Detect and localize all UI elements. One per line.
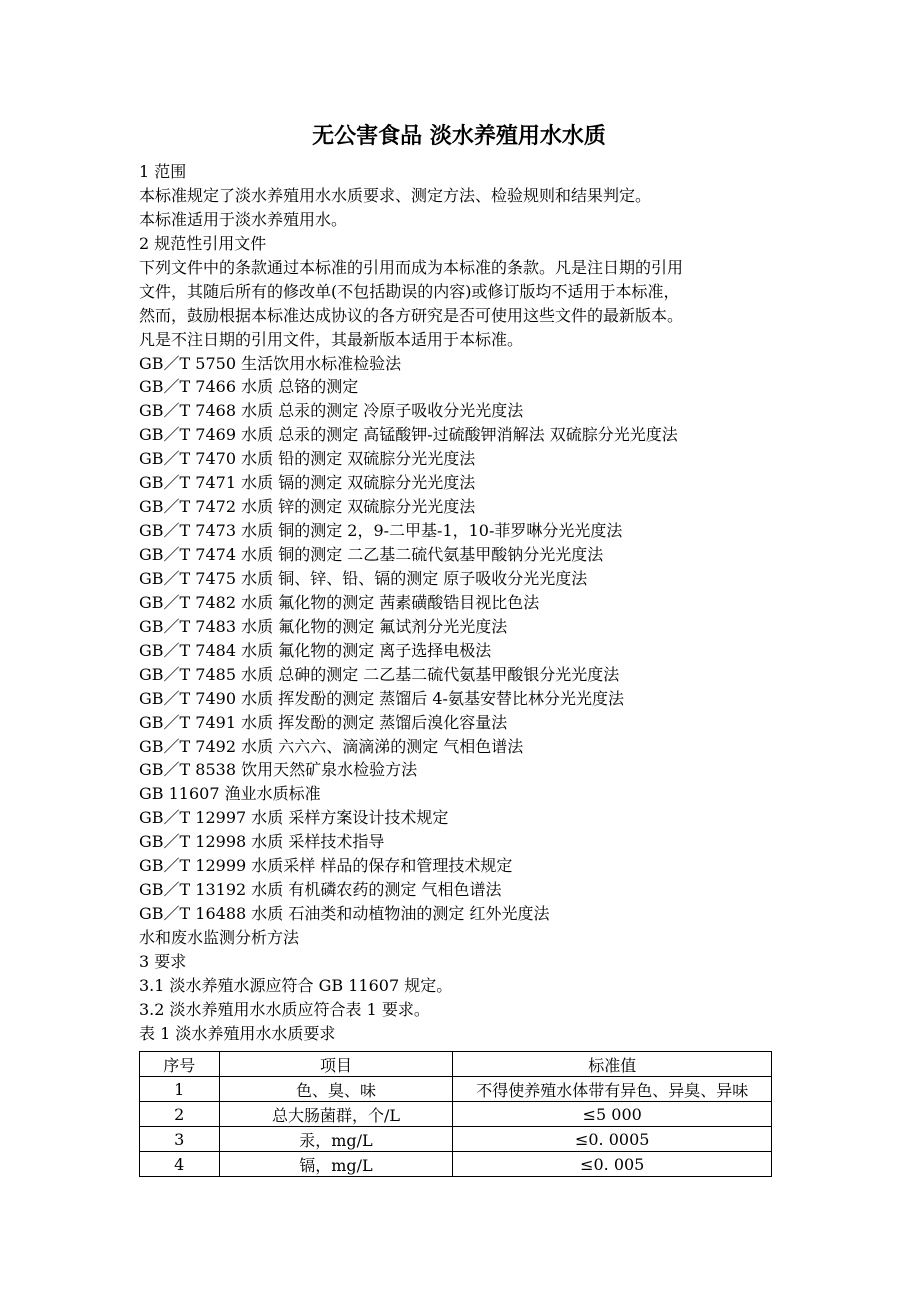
cell-item: 镉，mg/L <box>219 1152 453 1177</box>
reference-item: GB／T 13192 水质 有机磷农药的测定 气相色谱法 <box>139 880 502 900</box>
reference-item: GB／T 7485 水质 总砷的测定 二乙基二硫代氨基甲酸银分光光度法 <box>139 664 620 684</box>
reference-item: GB／T 7470 水质 铅的测定 双硫腙分光光度法 <box>139 449 476 469</box>
reference-item: GB／T 7473 水质 铜的测定 2，9-二甲基-1，10-菲罗啉分光光度法 <box>139 521 623 541</box>
paragraph-line: 3.1 淡水养殖水源应符合 GB 11607 规定。 <box>139 975 453 995</box>
cell-index: 1 <box>140 1077 220 1102</box>
reference-item: GB／T 7483 水质 氟化物的测定 氟试剂分光光度法 <box>139 616 508 636</box>
reference-item: GB／T 7484 水质 氟化物的测定 离子选择电极法 <box>139 640 492 660</box>
cell-standard: 不得使养殖水体带有异色、异臭、异味 <box>453 1077 772 1102</box>
water-quality-table <box>139 1051 772 1177</box>
reference-item: GB／T 7471 水质 镉的测定 双硫腙分光光度法 <box>139 473 476 493</box>
paragraph-line: 本标准规定了淡水养殖用水水质要求、测定方法、检验规则和结果判定。 <box>139 185 652 205</box>
cell-index: 3 <box>140 1127 220 1152</box>
header-index: 序号 <box>140 1052 220 1077</box>
header-item: 项目 <box>219 1052 453 1077</box>
reference-item: GB／T 5750 生活饮用水标准检验法 <box>139 353 402 373</box>
reference-item: GB／T 7468 水质 总汞的测定 冷原子吸收分光光度法 <box>139 401 524 421</box>
paragraph-line: 文件，其随后所有的修改单(不包括勘误的内容)或修订版均不适用于本标准， <box>139 281 680 301</box>
reference-item: GB／T 8538 饮用天然矿泉水检验方法 <box>139 760 418 780</box>
table-row <box>140 1077 772 1102</box>
reference-item: GB／T 7490 水质 挥发酚的测定 蒸馏后 4-氨基安替比林分光光度法 <box>139 688 624 708</box>
reference-item: GB／T 12999 水质采样 样品的保存和管理技术规定 <box>139 856 513 876</box>
cell-standard: ≤5 000 <box>453 1102 772 1127</box>
cell-index: 2 <box>140 1102 220 1127</box>
table-row <box>140 1102 772 1127</box>
paragraph-line: 本标准适用于淡水养殖用水。 <box>139 209 348 229</box>
document-title: 无公害食品 淡水养殖用水水质 <box>312 124 606 149</box>
section-heading-references: 2 规范性引用文件 <box>139 233 267 253</box>
reference-item: GB／T 7474 水质 铜的测定 二乙基二硫代氨基甲酸钠分光光度法 <box>139 545 604 564</box>
table-row <box>140 1127 772 1152</box>
cell-item: 色、臭、味 <box>219 1077 453 1102</box>
reference-item: GB／T 7475 水质 铜、锌、铅、镉的测定 原子吸收分光光度法 <box>139 568 588 588</box>
reference-item: GB／T 7466 水质 总铬的测定 <box>139 377 359 397</box>
table-caption: 表 1 淡水养殖用水水质要求 <box>139 1023 336 1043</box>
reference-item: GB／T 12998 水质 采样技术指导 <box>139 832 385 852</box>
section-heading-requirements: 3 要求 <box>139 951 187 971</box>
paragraph-line: 下列文件中的条款通过本标准的引用而成为本标准的条款。凡是注日期的引用 <box>139 257 684 277</box>
reference-item: 水和废水监测分析方法 <box>139 928 300 947</box>
header-standard: 标准值 <box>453 1052 772 1077</box>
paragraph-line: 3.2 淡水养殖用水水质应符合表 1 要求。 <box>139 999 430 1019</box>
reference-item: GB／T 12997 水质 采样方案设计技术规定 <box>139 808 449 828</box>
reference-item: GB 11607 渔业水质标准 <box>139 784 321 804</box>
reference-item: GB／T 7482 水质 氟化物的测定 茜素磺酸锆目视比色法 <box>139 592 540 612</box>
cell-item: 汞，mg/L <box>219 1127 453 1152</box>
table-header-row <box>140 1052 772 1077</box>
cell-standard: ≤0. 0005 <box>453 1127 772 1152</box>
reference-item: GB／T 7472 水质 锌的测定 双硫腙分光光度法 <box>139 497 476 517</box>
reference-item: GB／T 7491 水质 挥发酚的测定 蒸馏后溴化容量法 <box>139 712 508 732</box>
table-row <box>140 1152 772 1177</box>
reference-item: GB／T 16488 水质 石油类和动植物油的测定 红外光度法 <box>139 904 550 924</box>
cell-standard: ≤0. 005 <box>453 1152 772 1177</box>
document-body <box>139 160 779 1046</box>
reference-item: GB／T 7492 水质 六六六、滴滴涕的测定 气相色谱法 <box>139 736 524 756</box>
reference-item: GB／T 7469 水质 总汞的测定 高锰酸钾-过硫酸钾消解法 双硫腙分光光度法 <box>139 425 678 445</box>
paragraph-line: 然而，鼓励根据本标准达成协议的各方研究是否可使用这些文件的最新版本。 <box>139 305 684 325</box>
cell-index: 4 <box>140 1152 220 1177</box>
cell-item: 总大肠菌群，个/L <box>219 1102 453 1127</box>
section-heading-scope: 1 范围 <box>139 162 187 181</box>
paragraph-line: 凡是不注日期的引用文件，其最新版本适用于本标准。 <box>139 329 524 349</box>
